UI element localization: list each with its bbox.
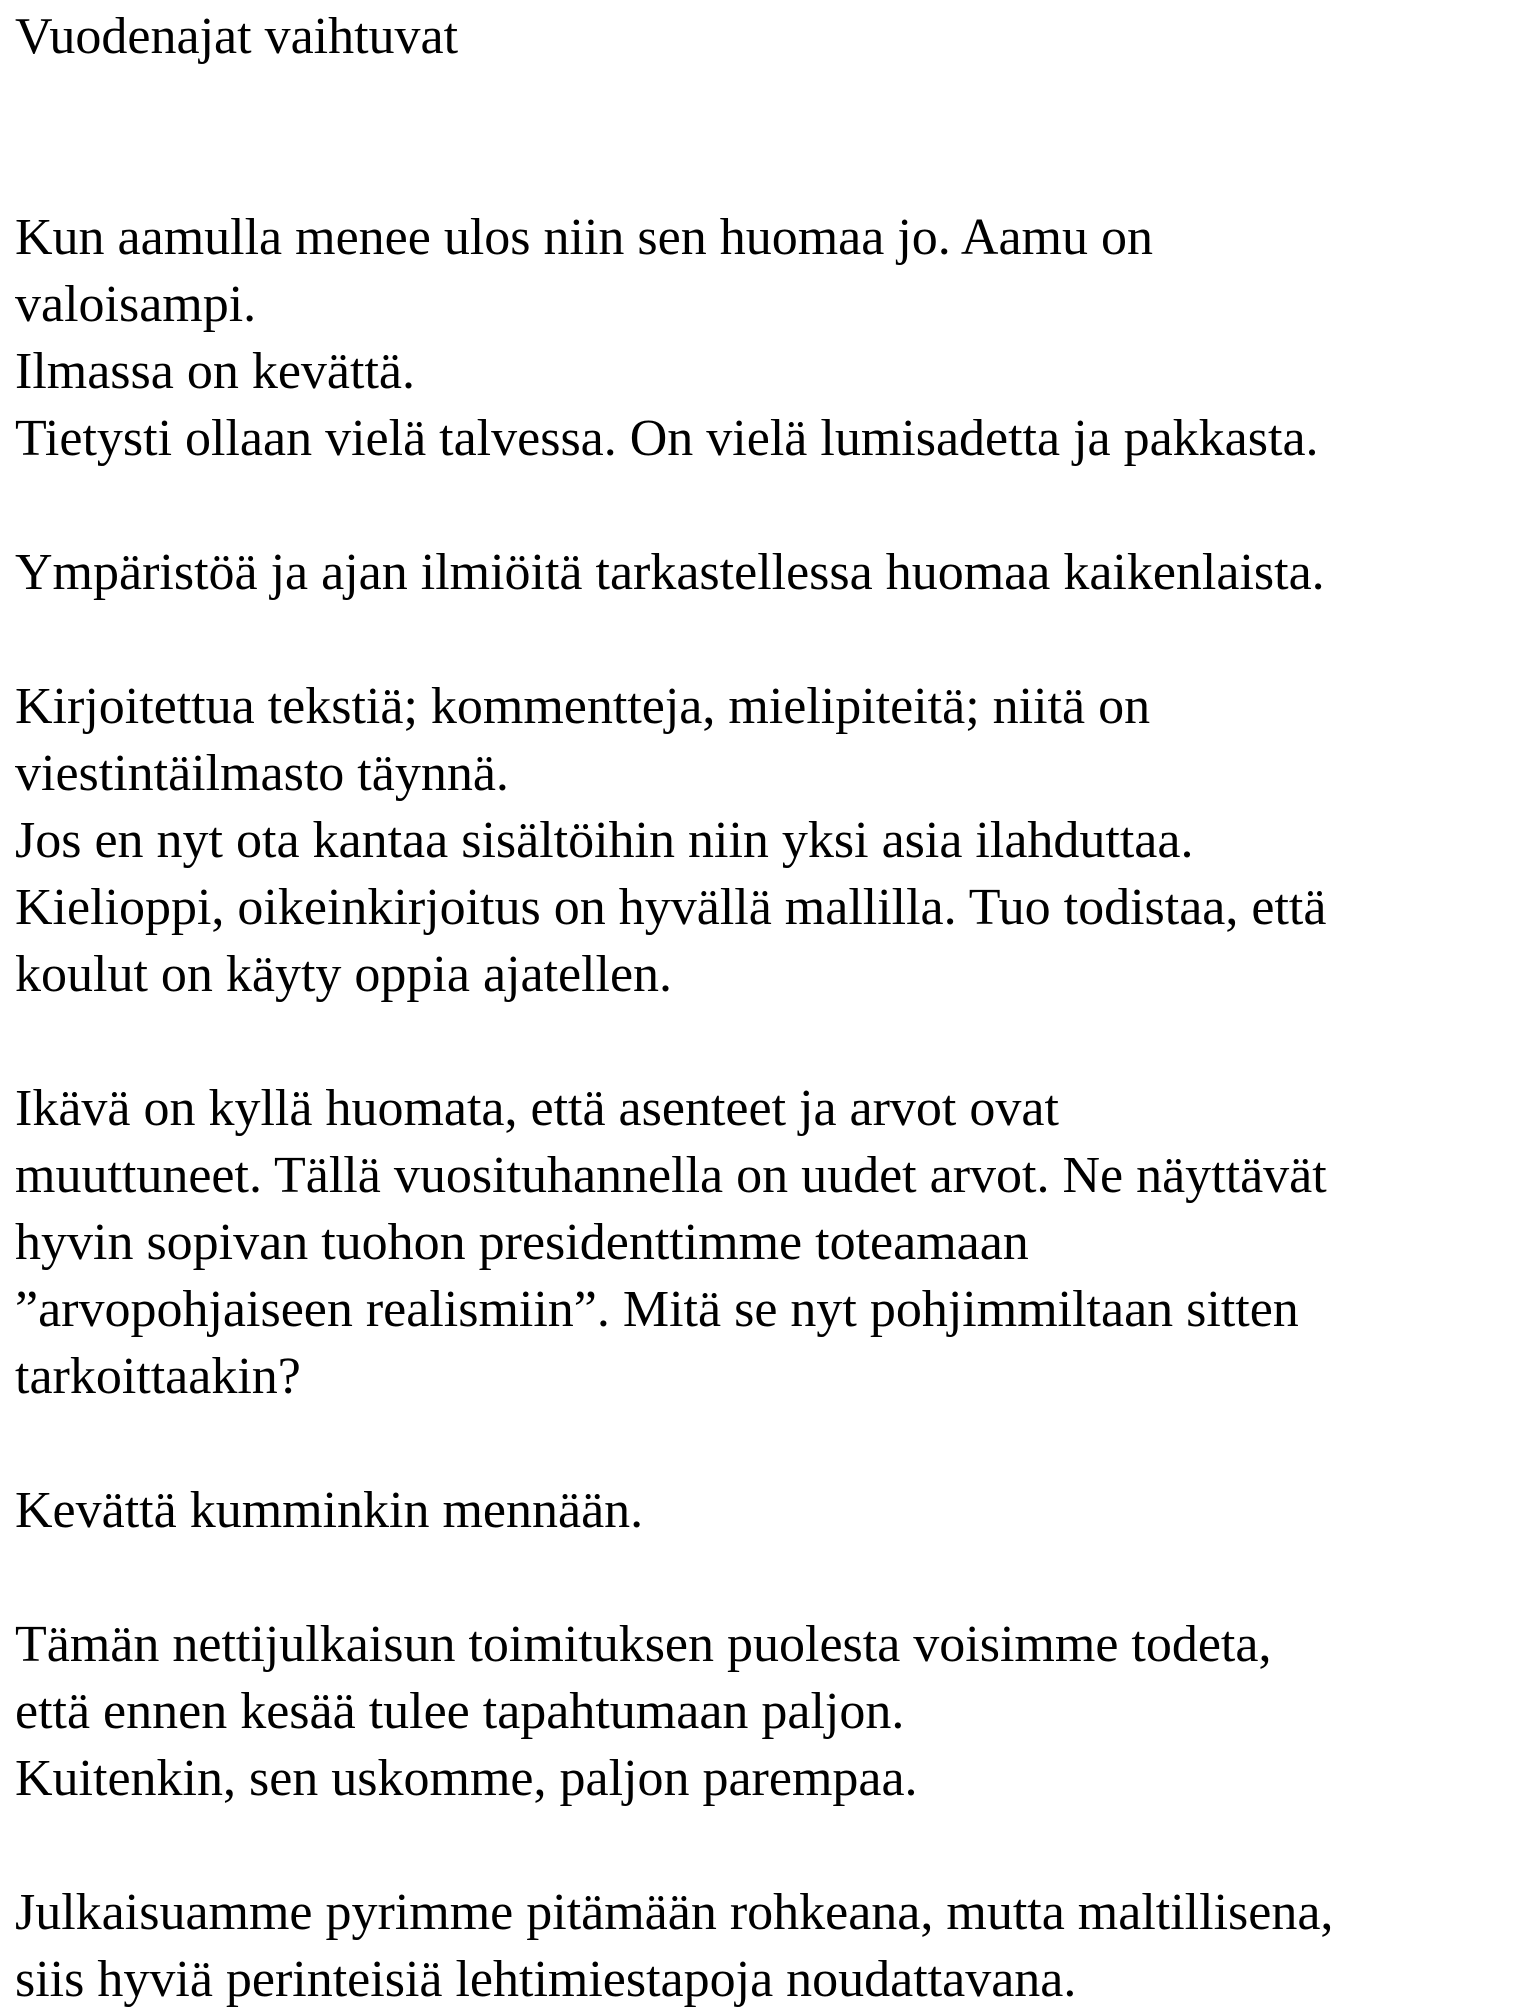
- title-spacer: [15, 70, 1535, 204]
- paragraph: [15, 1477, 1535, 1544]
- paragraph-gap: [15, 472, 1535, 539]
- paragraph: [15, 1611, 1535, 1812]
- text-line: muuttuneet. Tällä vuosituhannella on uudet arvot. Ne näyttävät: [15, 1147, 1327, 1204]
- paragraph-gap: [15, 1812, 1535, 1879]
- text-line: että ennen kesää tulee tapahtumaan paljon.: [15, 1683, 905, 1740]
- document-title: Vuodenajat vaihtuvat: [15, 8, 459, 65]
- text-line: Ympäristöä ja ajan ilmiöitä tarkastellessa huomaa kaikenlaista.: [15, 544, 1325, 601]
- text-line: Ikävä on kyllä huomata, että asenteet ja arvot ovat: [15, 1080, 1059, 1137]
- text-line: viestintäilmasto täynnä.: [15, 745, 509, 802]
- paragraph-gap: [15, 1008, 1535, 1075]
- paragraph: [15, 204, 1535, 472]
- text-line: Kielioppi, oikeinkirjoitus on hyvällä mallilla. Tuo todistaa, että: [15, 879, 1327, 936]
- text-line: Kirjoitettua tekstiä; kommentteja, mielipiteitä; niitä on: [15, 678, 1151, 735]
- text-line: Jos en nyt ota kantaa sisältöihin niin yksi asia ilahduttaa.: [15, 812, 1194, 869]
- document-body: [15, 204, 1535, 2013]
- text-line: Kevättä kumminkin mennään.: [15, 1482, 644, 1539]
- paragraph: [15, 673, 1535, 1008]
- paragraph-gap: [15, 1410, 1535, 1477]
- text-line: Tämän nettijulkaisun toimituksen puolesta voisimme todeta,: [15, 1616, 1272, 1673]
- text-line: ”arvopohjaiseen realismiin”. Mitä se nyt pohjimmiltaan sitten: [15, 1281, 1299, 1338]
- text-line: Kuitenkin, sen uskomme, paljon parempaa.: [15, 1750, 918, 1807]
- text-line: siis hyviä perinteisiä lehtimiestapoja noudattavana.: [15, 1951, 1077, 2008]
- paragraph-gap: [15, 1544, 1535, 1611]
- text-line: koulut on käyty oppia ajatellen.: [15, 946, 673, 1003]
- text-line: hyvin sopivan tuohon presidenttimme toteamaan: [15, 1214, 1029, 1271]
- text-line: valoisampi.: [15, 276, 257, 333]
- paragraph-gap: [15, 606, 1535, 673]
- text-line: Kun aamulla menee ulos niin sen huomaa jo. Aamu on: [15, 209, 1153, 266]
- text-line: Ilmassa on kevättä.: [15, 343, 415, 400]
- text-line: Julkaisuamme pyrimme pitämään rohkeana, mutta maltillisena,: [15, 1884, 1334, 1941]
- paragraph: [15, 1075, 1535, 1410]
- text-line: tarkoittaakin?: [15, 1348, 301, 1405]
- paragraph: [15, 539, 1535, 606]
- text-line: Tietysti ollaan vielä talvessa. On vielä lumisadetta ja pakkasta.: [15, 410, 1319, 467]
- paragraph: [15, 1879, 1535, 2013]
